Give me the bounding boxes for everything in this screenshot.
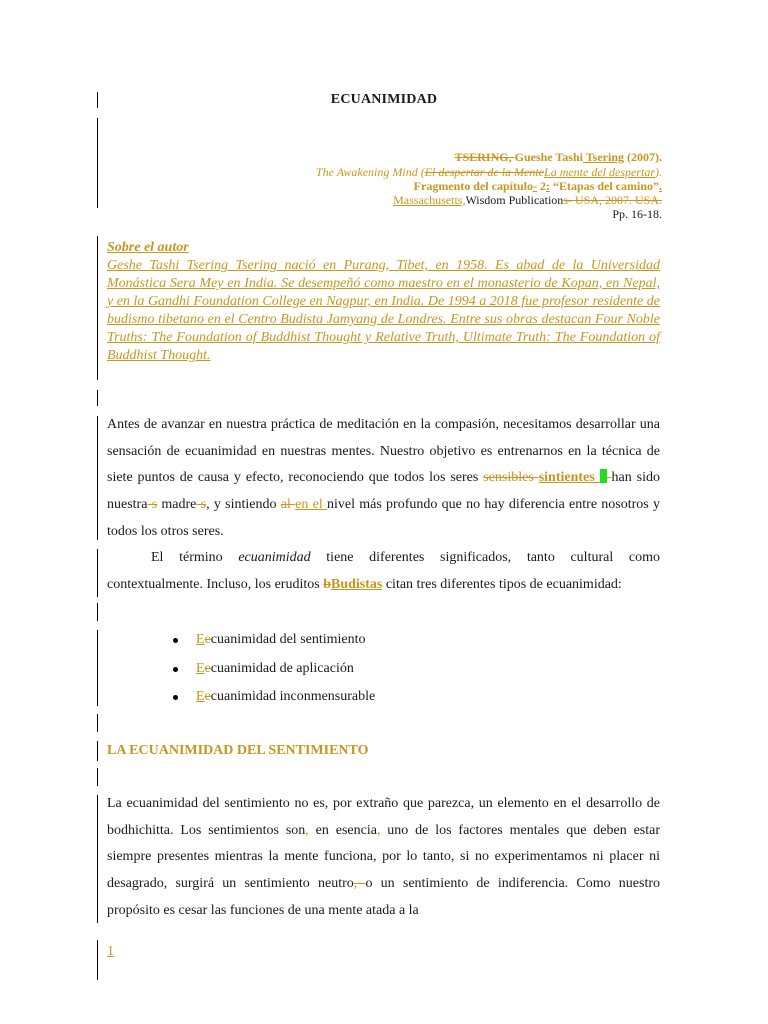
- change-bar: [97, 630, 98, 706]
- paragraph-text: El término: [151, 550, 239, 565]
- paragraph-text: uno de los factores mentales que deben estar siempre presentes mientras la mente funciona, por lo tanto, si no experimentamos ni placer ni desagrado, surgirá un sentimiento neutro: [107, 822, 660, 892]
- change-bar: [97, 940, 98, 980]
- inserted-text: Massachusetts,: [393, 193, 466, 207]
- change-bar: [97, 390, 98, 406]
- change-bar: [97, 741, 98, 761]
- deleted-text: El despertar de la Mente: [424, 165, 545, 179]
- change-bar: [97, 795, 98, 923]
- about-author-heading: Sobre el autor: [107, 240, 189, 255]
- paragraph-text: citan tres diferentes tipos de ecuanimidad:: [382, 576, 622, 592]
- paragraph-text: Antes de avanzar en nuestra práctica de meditación en la compasión, necesitamos desarrollar una sensación de ecuanimidad en nuestras mentes. Nuestro objetivo es entrenarnos en la técnica de siete puntos de causa y efecto, reconociendo que todos los seres: [107, 417, 660, 486]
- paragraph-text: en esencia: [308, 822, 377, 838]
- inserted-text: E: [196, 661, 205, 676]
- reference-author-line: [455, 150, 662, 165]
- reference-publisher-line: [393, 193, 662, 208]
- paragraph-text: nivel más profundo que no hay diferencia entre nosotros y todos los otros seres.: [107, 497, 661, 539]
- list-item-text: cuanimidad de aplicación: [210, 661, 354, 676]
- about-author-text: Geshe Tashi Tsering Tsering nació en Purang, Tibet, en 1958. Es abad de la Universidad Monástica Sera Mey en India. Se desempeñó como maestro en el monasterio de Kopan, en Nepal, y en la Gandhi Foundation College en Nagpur, en India. De 1994 a 2018 fue profesor residente de budismo tibetano en el Centro Budista Jamyang de Londres. Entre sus obras destacan Four Noble Truths: The Foundation of Buddhist Thought y Relative Truth, Ultimate Truth: The Foundation of Buddhist Thought.: [107, 258, 660, 363]
- inserted-text: en el: [295, 497, 327, 513]
- body-paragraph: [107, 791, 660, 925]
- paragraph-text: tiene diferentes significados, tanto cultural como contextualmente. Incluso, los eruditos: [107, 550, 660, 592]
- deleted-text: e: [204, 661, 211, 676]
- inserted-text: Budistas: [330, 576, 383, 592]
- reference-year: (2007).: [624, 150, 662, 164]
- reference-fragment: Fragmento del capítulo: [413, 179, 533, 193]
- bullet-icon: [173, 695, 178, 700]
- change-bar: [97, 549, 98, 597]
- bullet-icon: [173, 667, 178, 672]
- reference-fragment-line: [414, 179, 662, 194]
- deleted-text: TSERING,: [454, 150, 515, 164]
- paragraph-text: madre: [157, 497, 197, 513]
- change-bar: [97, 768, 98, 786]
- change-bar: [97, 118, 98, 208]
- paragraph-text: han sido nuestra: [107, 470, 660, 513]
- list-item-text: cuanimidad inconmensurable: [210, 689, 376, 704]
- body-paragraph: [107, 412, 660, 546]
- deleted-text: s- USA, 2007. USA.: [563, 193, 662, 207]
- reference-work: The Awakening Mind (: [315, 165, 425, 179]
- deleted-text: sensibles: [483, 470, 539, 486]
- inserted-text: ,: [376, 822, 381, 838]
- inserted-text: E: [196, 689, 205, 704]
- deleted-text: e: [204, 689, 211, 704]
- section-heading: LA ECUANIMIDAD DEL SENTIMIENTO: [107, 743, 369, 758]
- paragraph-text: , y sintiendo: [206, 497, 281, 513]
- reference-work-line: [316, 165, 662, 180]
- reference-work-end: ).: [655, 165, 662, 179]
- inserted-text: sintientes: [538, 470, 600, 486]
- inserted-text: ,: [305, 822, 309, 838]
- change-bar: [97, 236, 98, 380]
- change-bar: [97, 714, 98, 732]
- inserted-text: .: [659, 179, 662, 193]
- inserted-text: Tsering: [582, 150, 624, 164]
- inserted-text: :: [545, 179, 550, 193]
- deleted-text: ,: [353, 876, 366, 892]
- paragraph-text: o un sentimiento de indiferencia. Como nuestro propósito es cesar las funciones de una mente atada a la: [107, 876, 661, 918]
- reference-publisher: Wisdom Publication: [465, 193, 564, 207]
- highlight-mark: [600, 469, 607, 483]
- reference-fragment-title: “Etapas del camino”: [549, 179, 659, 193]
- page-number: 1: [107, 944, 114, 959]
- body-paragraph: [107, 545, 660, 598]
- reference-pages: Pp. 16-18.: [612, 207, 662, 221]
- inserted-text: La mente del despertar: [544, 165, 655, 179]
- reference-author: Gueshe Tashi: [514, 150, 583, 164]
- change-bar: [97, 416, 98, 540]
- deleted-text: s: [196, 497, 207, 513]
- deleted-text: al: [280, 497, 296, 513]
- deleted-text: s: [147, 497, 158, 513]
- inserted-text: E: [196, 632, 205, 647]
- inserted-text: -: [532, 179, 537, 193]
- change-bar: [97, 603, 98, 621]
- deleted-text: e: [204, 632, 211, 647]
- reference-fragment-number: 2: [536, 179, 546, 193]
- emphasized-term: ecuanimidad: [238, 550, 311, 565]
- list-item-text: cuanimidad del sentimiento: [210, 632, 366, 647]
- document-title: ECUANIMIDAD: [330, 92, 438, 107]
- bullet-icon: [173, 638, 178, 643]
- about-author-section: [107, 239, 660, 365]
- paragraph-text: La ecuanimidad del sentimiento no es, por extraño que parezca, un elemento en el desarrollo de bodhichitta. Los sentimientos son: [107, 796, 660, 838]
- deleted-text: b: [323, 576, 331, 592]
